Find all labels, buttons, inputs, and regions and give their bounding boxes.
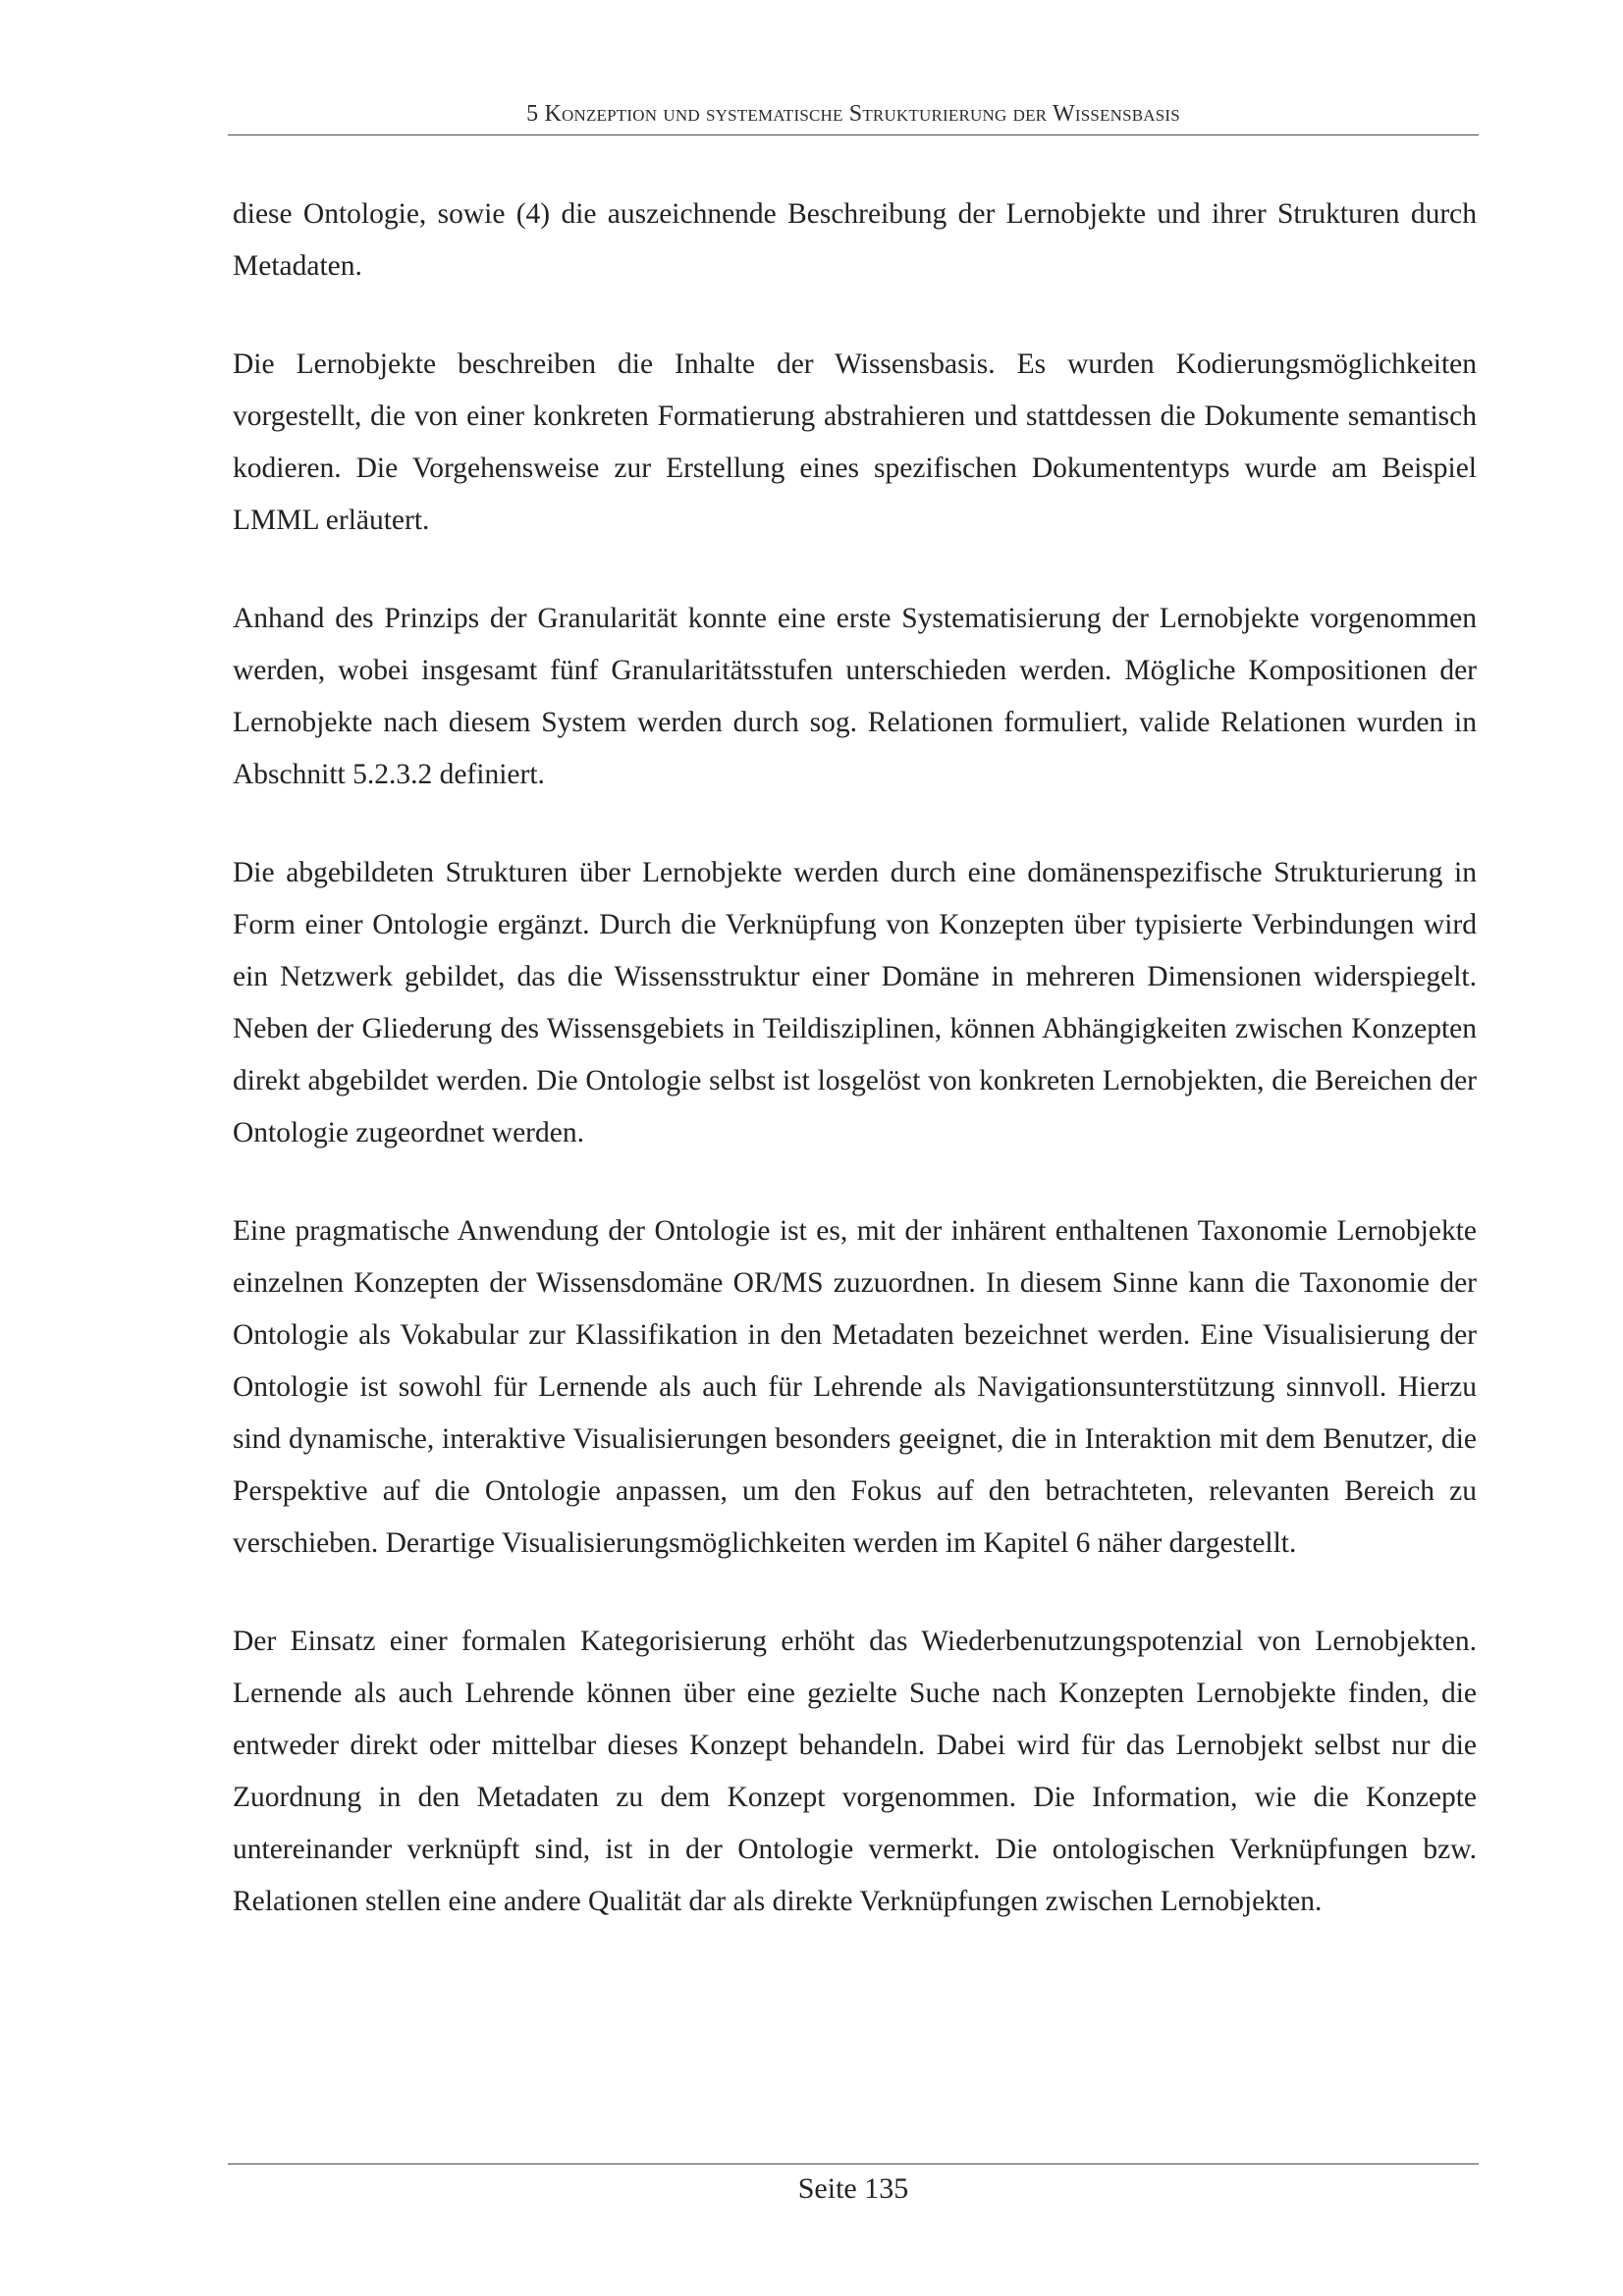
footer-divider bbox=[228, 2163, 1479, 2164]
running-header: 5 Konzeption und systematische Strukturierung der Wissensbasis bbox=[526, 101, 1180, 127]
paragraph: Anhand des Prinzips der Granularität konnte eine erste Systematisierung der Lernobjekte vorgenommen werden, wobei insgesamt fünf Granularitätsstufen unterschieden werden. Mögliche Kompositionen der Lernobjekte nach diesem System werden durch sog. Relationen formuliert, valide Relationen wurden in Abschnitt 5.2.3.2 definiert. bbox=[233, 603, 1477, 790]
paragraph: Eine pragmatische Anwendung der Ontologie ist es, mit der inhärent enthaltenen Taxonomie Lernobjekte einzelnen Konzepten der Wissensdomäne OR/MS zuzuordnen. In diesem Sinne kann die Taxonomie der Ontologie als Vokabular zur Klassifikation in den Metadaten bezeichnet werden. Eine Visualisierung der Ontologie ist sowohl für Lernende als auch für Lehrende als Navigationsunterstützung sinnvoll. Hierzu sind dynamische, interaktive Visualisierungen besonders geeignet, die in Interaktion mit dem Benutzer, die Perspektive auf die Ontologie anpassen, um den Fokus auf den betrachteten, relevanten Bereich zu verschieben. Derartige Visualisierungsmöglichkeiten werden im Kapitel 6 näher dargestellt. bbox=[233, 1215, 1477, 1559]
paragraph: Der Einsatz einer formalen Kategorisierung erhöht das Wiederbenutzungspotenzial von Lernobjekten. Lernende als auch Lehrende können über eine gezielte Suche nach Konzepten Lernobjekte finden, die entweder direkt oder mittelbar dieses Konzept behandeln. Dabei wird für das Lernobjekt selbst nur die Zuordnung in den Metadaten zu dem Konzept vorgenommen. Die Information, wie die Konzepte untereinander verknüpft sind, ist in der Ontologie vermerkt. Die ontologischen Verknüpfungen bzw. Relationen stellen eine andere Qualität dar als direkte Verknüpfungen zwischen Lernobjekten. bbox=[233, 1626, 1477, 1917]
body-text bbox=[233, 188, 1477, 1974]
page-number: Seite 135 bbox=[797, 2172, 909, 2205]
header-divider bbox=[228, 134, 1479, 135]
paragraph: diese Ontologie, sowie (4) die auszeichnende Beschreibung der Lernobjekte und ihrer Strukturen durch Metadaten. bbox=[233, 198, 1477, 282]
paragraph: Die abgebildeten Strukturen über Lernobjekte werden durch eine domänenspezifische Strukturierung in Form einer Ontologie ergänzt. Durch die Verknüpfung von Konzepten über typisierte Verbindungen wird ein Netzwerk gebildet, das die Wissensstruktur einer Domäne in mehreren Dimensionen widerspiegelt. Neben der Gliederung des Wissensgebiets in Teildisziplinen, können Abhängigkeiten zwischen Konzepten direkt abgebildet werden. Die Ontologie selbst ist losgelöst von konkreten Lernobjekten, die Bereichen der Ontologie zugeordnet werden. bbox=[233, 857, 1477, 1148]
paragraph: Die Lernobjekte beschreiben die Inhalte der Wissensbasis. Es wurden Kodierungsmöglichkeiten vorgestellt, die von einer konkreten Formatierung abstrahieren und stattdessen die Dokumente semantisch kodieren. Die Vorgehensweise zur Erstellung eines spezifischen Dokumententyps wurde am Beispiel LMML erläutert. bbox=[233, 348, 1477, 536]
